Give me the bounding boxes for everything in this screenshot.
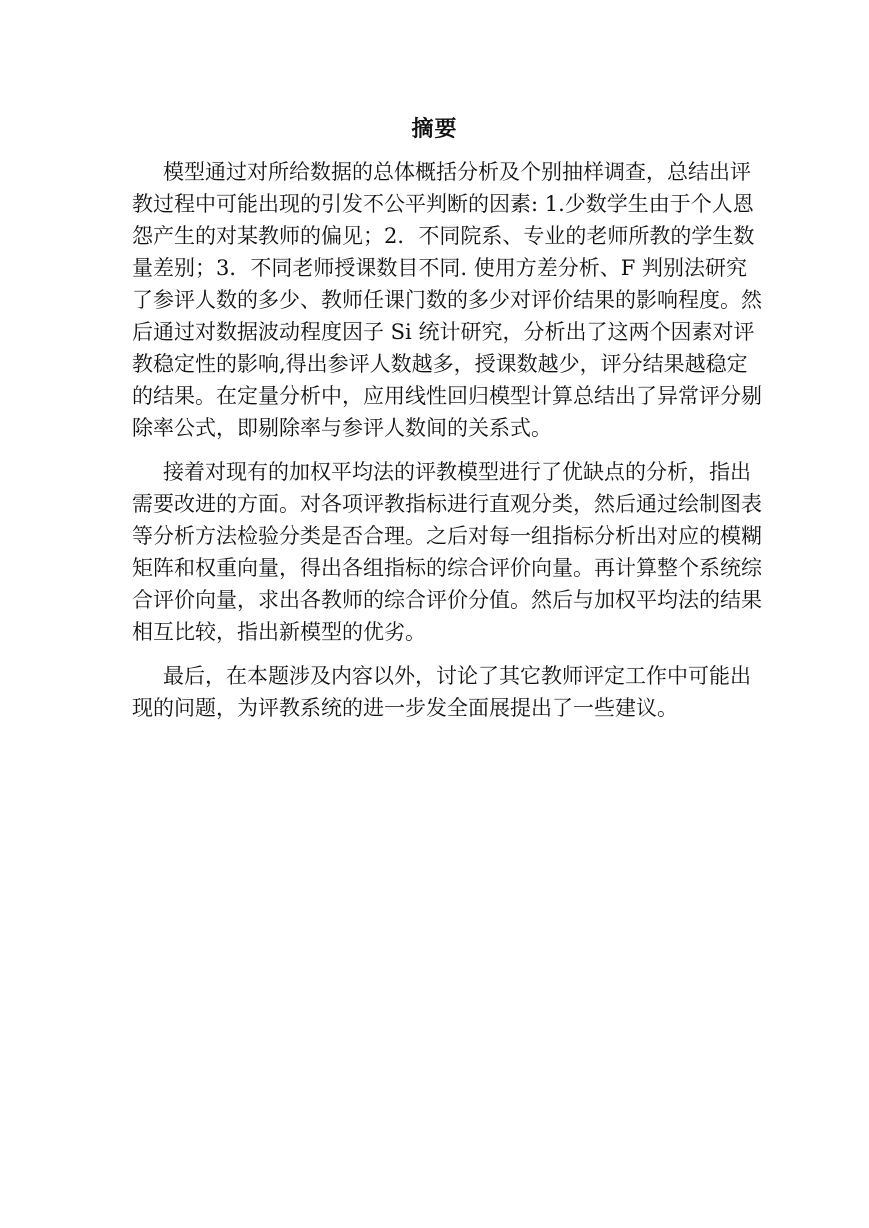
paragraph-line: 怨产生的对某教师的偏见；2．不同院系、专业的老师所教的学生数 [132, 224, 755, 248]
paragraph-line: 接着对现有的加权平均法的评教模型进行了优缺点的分析，指出 [163, 460, 751, 484]
paragraph-line: 最后，在本题涉及内容以外，讨论了其它教师评定工作中可能出 [163, 664, 751, 688]
paragraph-line: 矩阵和权重向量，得出各组指标的综合评价向量。再计算整个系统综 [132, 556, 762, 580]
abstract-paragraph-2 [132, 456, 762, 648]
paragraph-line: 现的问题，为评教系统的进一步发全面展提出了一些建议。 [132, 696, 678, 720]
paragraph-line: 了参评人数的多少、教师任课门数的多少对评价结果的影响程度。然 [132, 288, 762, 312]
abstract-title: 摘要 [411, 116, 458, 142]
paragraph-line: 教过程中可能出现的引发不公平判断的因素: 1.少数学生由于个人恩 [132, 192, 754, 216]
abstract-paragraph-3 [132, 660, 751, 724]
paragraph-line: 合评价向量，求出各教师的综合评价分值。然后与加权平均法的结果 [132, 588, 762, 612]
paragraph-line: 除率公式，即剔除率与参评人数间的关系式。 [132, 416, 552, 440]
paragraph-line: 模型通过对所给数据的总体概括分析及个别抽样调查，总结出评 [163, 160, 751, 184]
abstract-body [132, 156, 762, 736]
paragraph-line: 后通过对数据波动程度因子 Si 统计研究，分析出了这两个因素对评 [132, 320, 755, 344]
paragraph-line: 的结果。在定量分析中，应用线性回归模型计算总结出了异常评分剔 [132, 384, 762, 408]
paragraph-line: 量差别；3．不同老师授课数目不同. 使用方差分析、F 判别法研究 [132, 256, 747, 280]
paragraph-line: 相互比较，指出新模型的优劣。 [132, 620, 426, 644]
abstract-paragraph-1 [132, 156, 762, 444]
paragraph-line: 需要改进的方面。对各项评教指标进行直观分类，然后通过绘制图表 [132, 492, 762, 516]
paragraph-line: 教稳定性的影响,得出参评人数越多，授课数越少，评分结果越稳定 [132, 352, 748, 376]
paragraph-line: 等分析方法检验分类是否合理。之后对每一组指标分析出对应的模糊 [132, 524, 762, 548]
